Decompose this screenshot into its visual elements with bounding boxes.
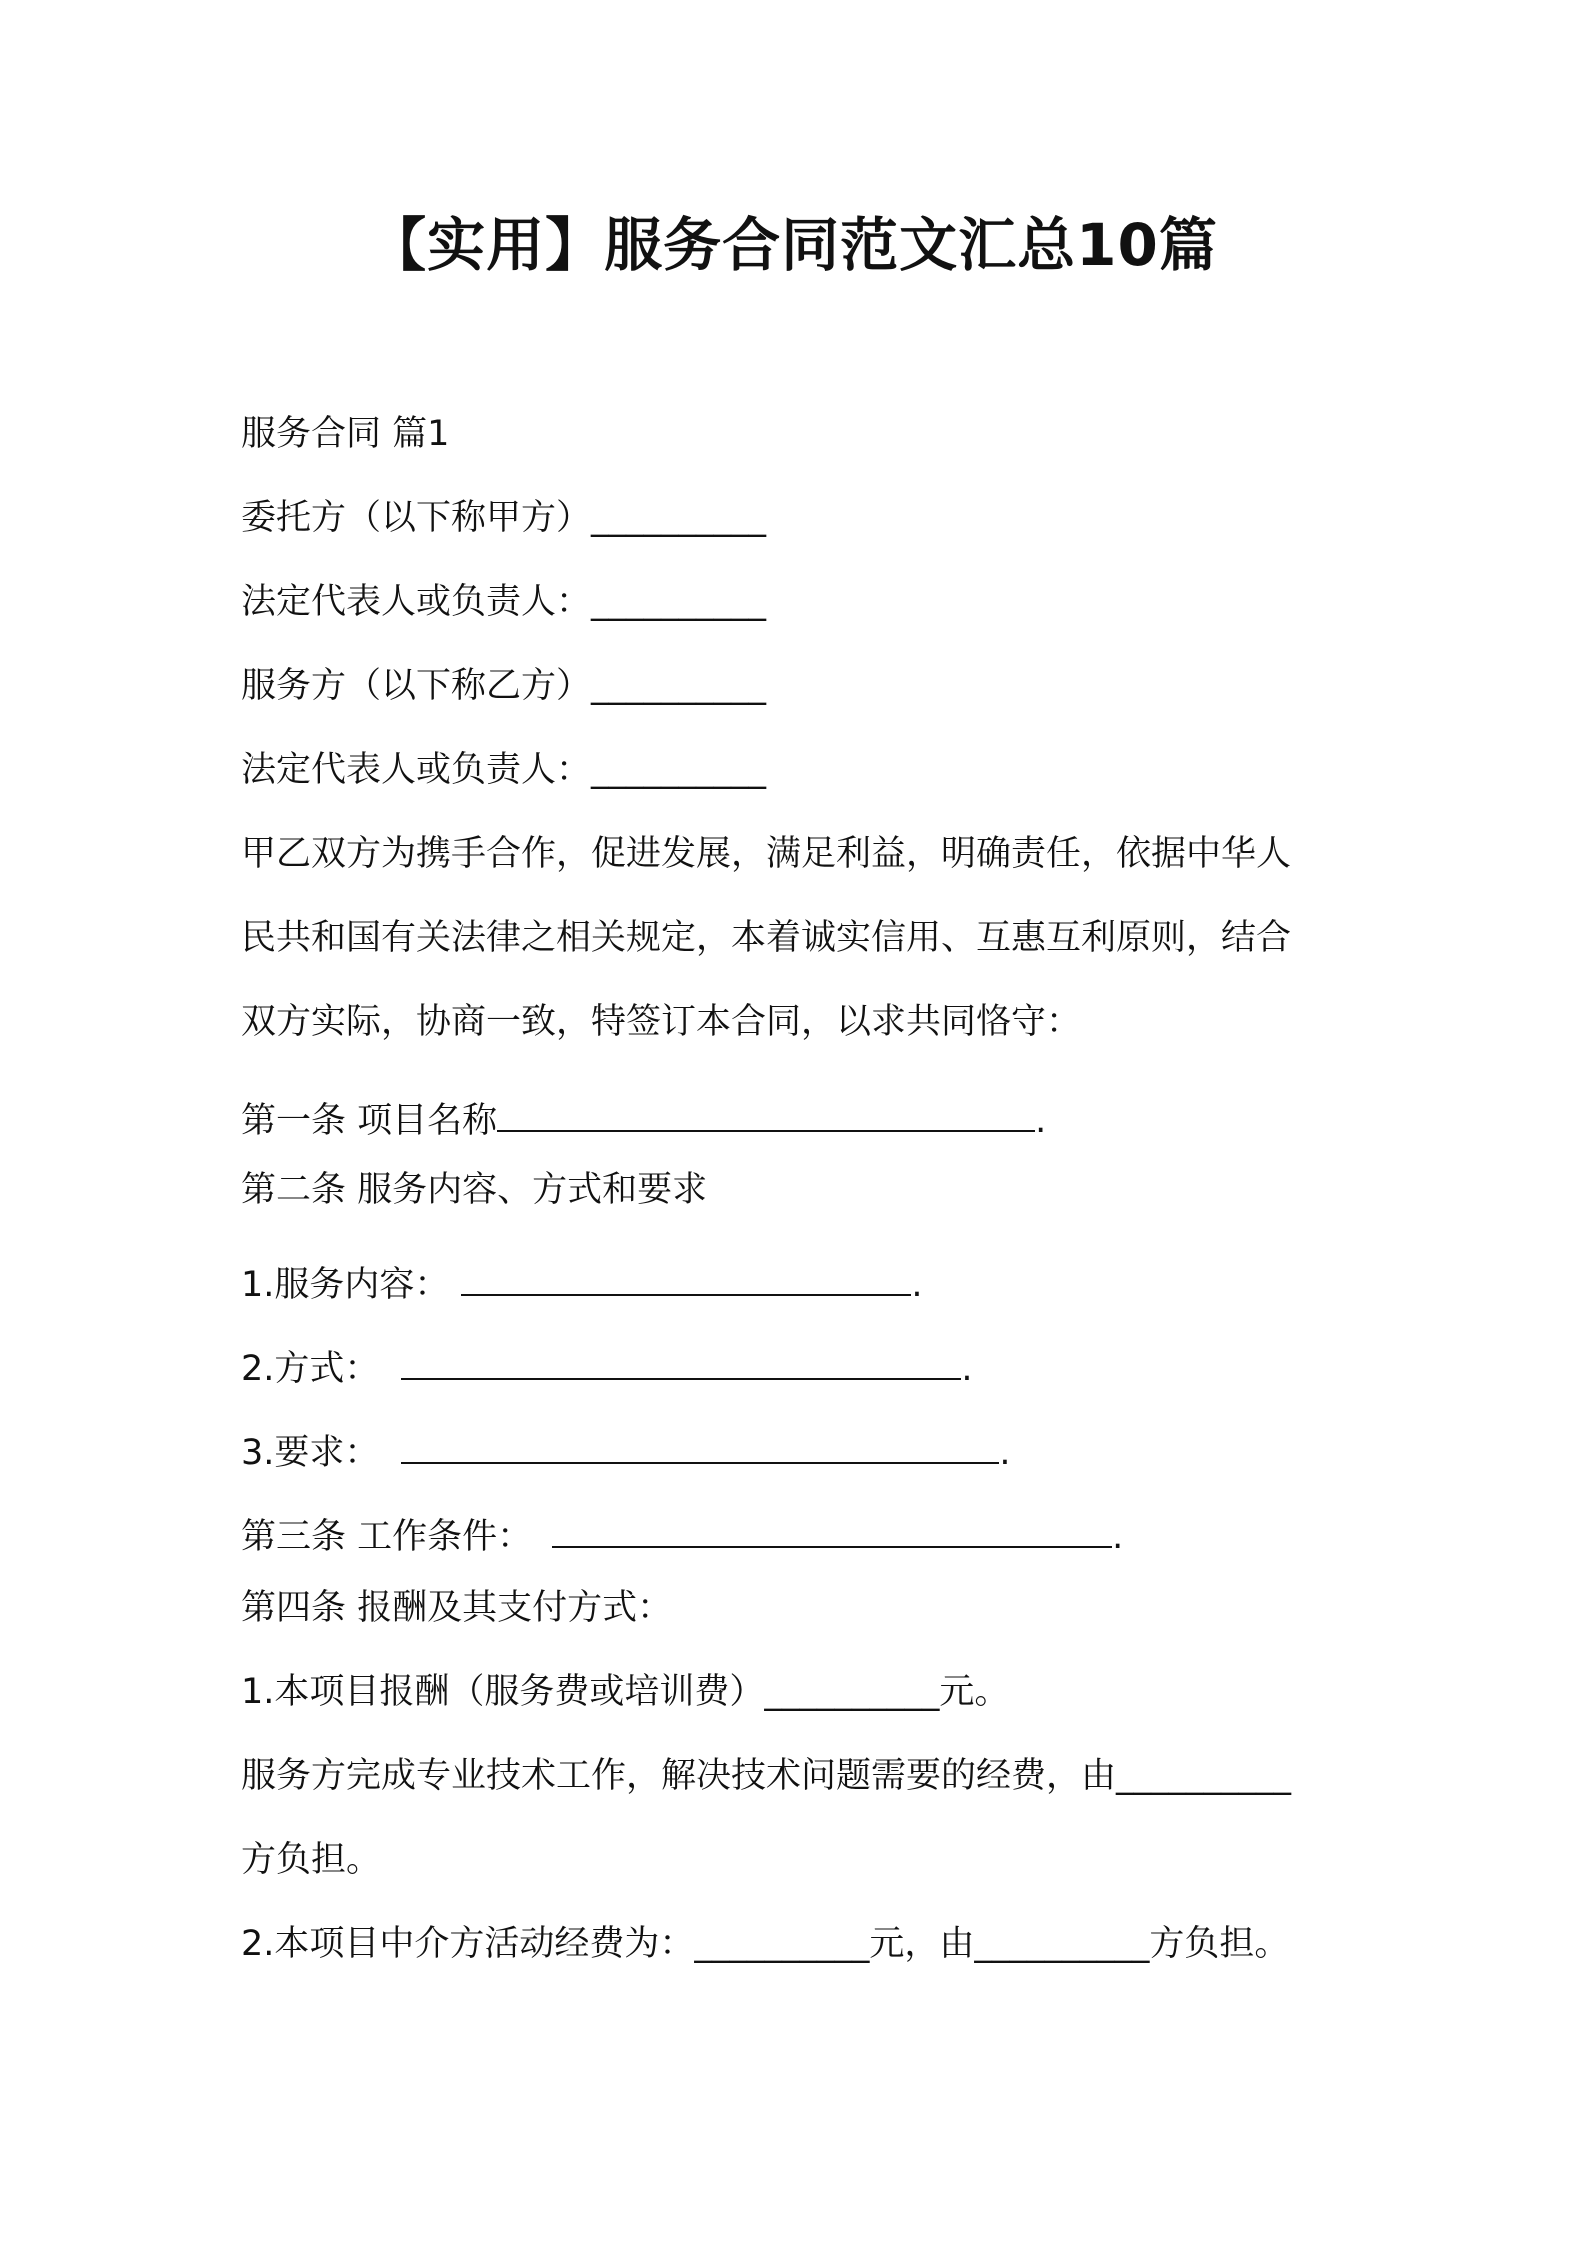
blank-underline [461, 1254, 911, 1296]
party-b-rep-line: 法定代表人或负责人：__________ [241, 750, 767, 790]
article-3-line [241, 1506, 1123, 1561]
requirement-line [241, 1422, 1011, 1477]
requirement-label: 3.要求： [241, 1433, 380, 1473]
article-1-label: 第一条 项目名称 [241, 1101, 498, 1141]
document-title: 【实用】服务合同范文汇总10篇 [368, 211, 1218, 279]
intermediary-fee-line: 2.本项目中介方活动经费为：__________元，由__________方负担。 [241, 1924, 1290, 1964]
period: . [911, 1265, 923, 1305]
remuneration-line: 1.本项目报酬（服务费或培训费）__________元。 [241, 1672, 1010, 1712]
expense-line-1: 服务方完成专业技术工作，解决技术问题需要的经费，由__________ [241, 1756, 1292, 1796]
service-content-line [241, 1254, 923, 1309]
period: . [1112, 1517, 1124, 1557]
article-1-line [241, 1090, 1046, 1145]
period: . [999, 1433, 1011, 1473]
blank-underline [497, 1090, 1035, 1132]
preamble-line-3: 双方实际，协商一致，特签订本合同，以求共同恪守： [241, 1002, 1082, 1042]
article-4-line: 第四条 报酬及其支付方式： [241, 1588, 673, 1628]
blank-underline [401, 1338, 961, 1380]
preamble-line-1: 甲乙双方为携手合作，促进发展，满足利益，明确责任，依据中华人 [241, 834, 1292, 874]
party-a-rep-line: 法定代表人或负责人：__________ [241, 582, 767, 622]
period: . [1035, 1101, 1047, 1141]
article-2-line: 第二条 服务内容、方式和要求 [241, 1170, 708, 1210]
period: . [961, 1349, 973, 1389]
method-label: 2.方式： [241, 1349, 380, 1389]
blank-underline [552, 1506, 1112, 1548]
preamble-line-2: 民共和国有关法律之相关规定，本着诚实信用、互惠互利原则，结合 [241, 918, 1292, 958]
party-a-line: 委托方（以下称甲方）__________ [241, 498, 767, 538]
section-heading: 服务合同 篇1 [241, 414, 450, 454]
service-content-label: 1.服务内容： [241, 1265, 450, 1305]
expense-line-2: 方负担。 [241, 1840, 382, 1880]
article-3-label: 第三条 工作条件： [241, 1517, 533, 1557]
party-b-line: 服务方（以下称乙方）__________ [241, 666, 767, 706]
method-line [241, 1338, 973, 1393]
blank-underline [401, 1422, 999, 1464]
